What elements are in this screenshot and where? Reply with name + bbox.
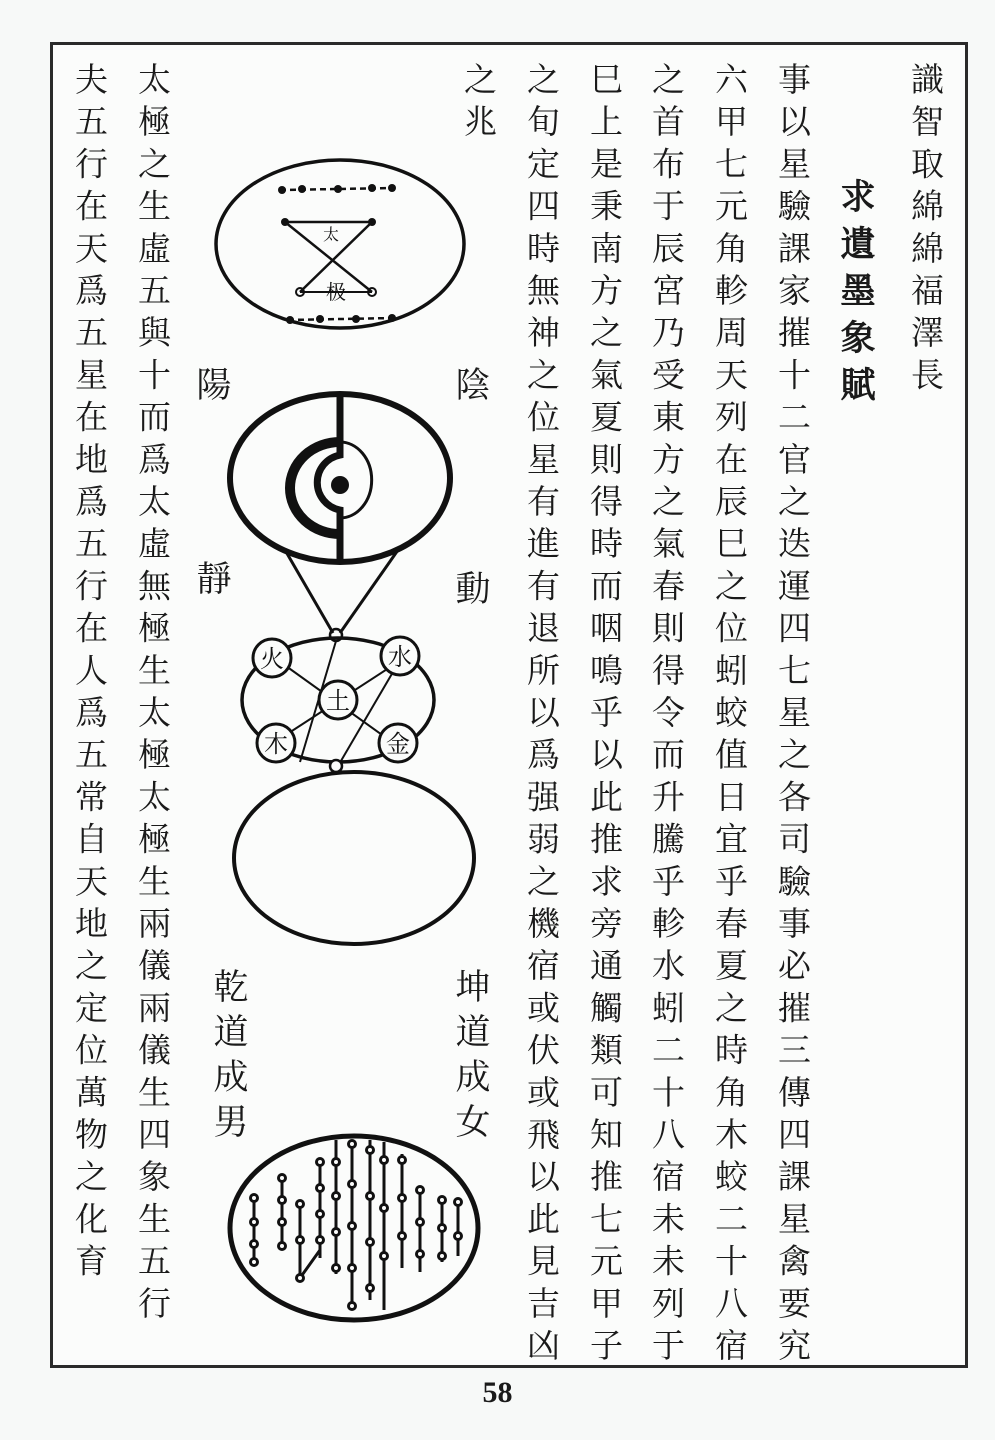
myriad-things-circle (230, 1136, 478, 1320)
text-column-6: 之旬定四時無神之位星有進有退所以爲强弱之機宿或伏或飛以此見吉凶 (522, 62, 561, 1371)
element-fire: 火 (260, 645, 284, 673)
element-metal: 金 (386, 730, 410, 758)
element-earth: 土 (326, 687, 350, 715)
page-number: 58 (482, 1376, 513, 1409)
text-column-3: 六甲七元角軫周天列在辰巳之位蚓蛟值日宜乎春夏之時角木蛟二十八宿 (710, 62, 749, 1371)
label-stillness: 靜 (191, 560, 231, 605)
wuji-circle (216, 160, 464, 328)
text-column-4: 之首布于辰宮乃受東方之氣春則得令而升騰乎軫水蚓二十八宿未未列于 (647, 62, 686, 1371)
yin-yang-circle (230, 394, 450, 641)
char-tai: 太 (322, 225, 340, 244)
section-heading: 求遺墨象賦 (835, 178, 876, 413)
text-column-1: 識智取綿綿福澤長 (906, 62, 945, 400)
text-column-2: 事以星驗課家摧十二官之迭運四七星之各司驗事必摧三傳四課星禽要究 (773, 62, 812, 1371)
text-column-7: 之兆 (459, 62, 498, 147)
text-column-8: 太極之生虛五與十而爲太虛無極生太極太極生兩儀兩儀生四象生五行 (133, 62, 172, 1328)
five-elements-diagram (242, 637, 434, 772)
element-wood: 木 (264, 730, 288, 758)
text-column-9: 夫五行在天爲五星在地爲五行在人爲五常自天地之定位萬物之化育 (70, 62, 109, 1286)
label-yin: 陰 (450, 366, 490, 411)
label-qian-dao: 乾道成男 (208, 968, 248, 1148)
text-column-5: 巳上是秉南方之氣夏則得時而咽鳴乎以此推求旁通觸類可知推七元甲子 (585, 62, 624, 1371)
label-movement: 動 (450, 570, 490, 615)
label-kun-dao: 坤道成女 (450, 968, 490, 1148)
label-yang: 陽 (191, 366, 231, 411)
element-water: 水 (388, 643, 412, 671)
empty-circle (234, 772, 474, 944)
char-ji: 极 (326, 280, 346, 304)
